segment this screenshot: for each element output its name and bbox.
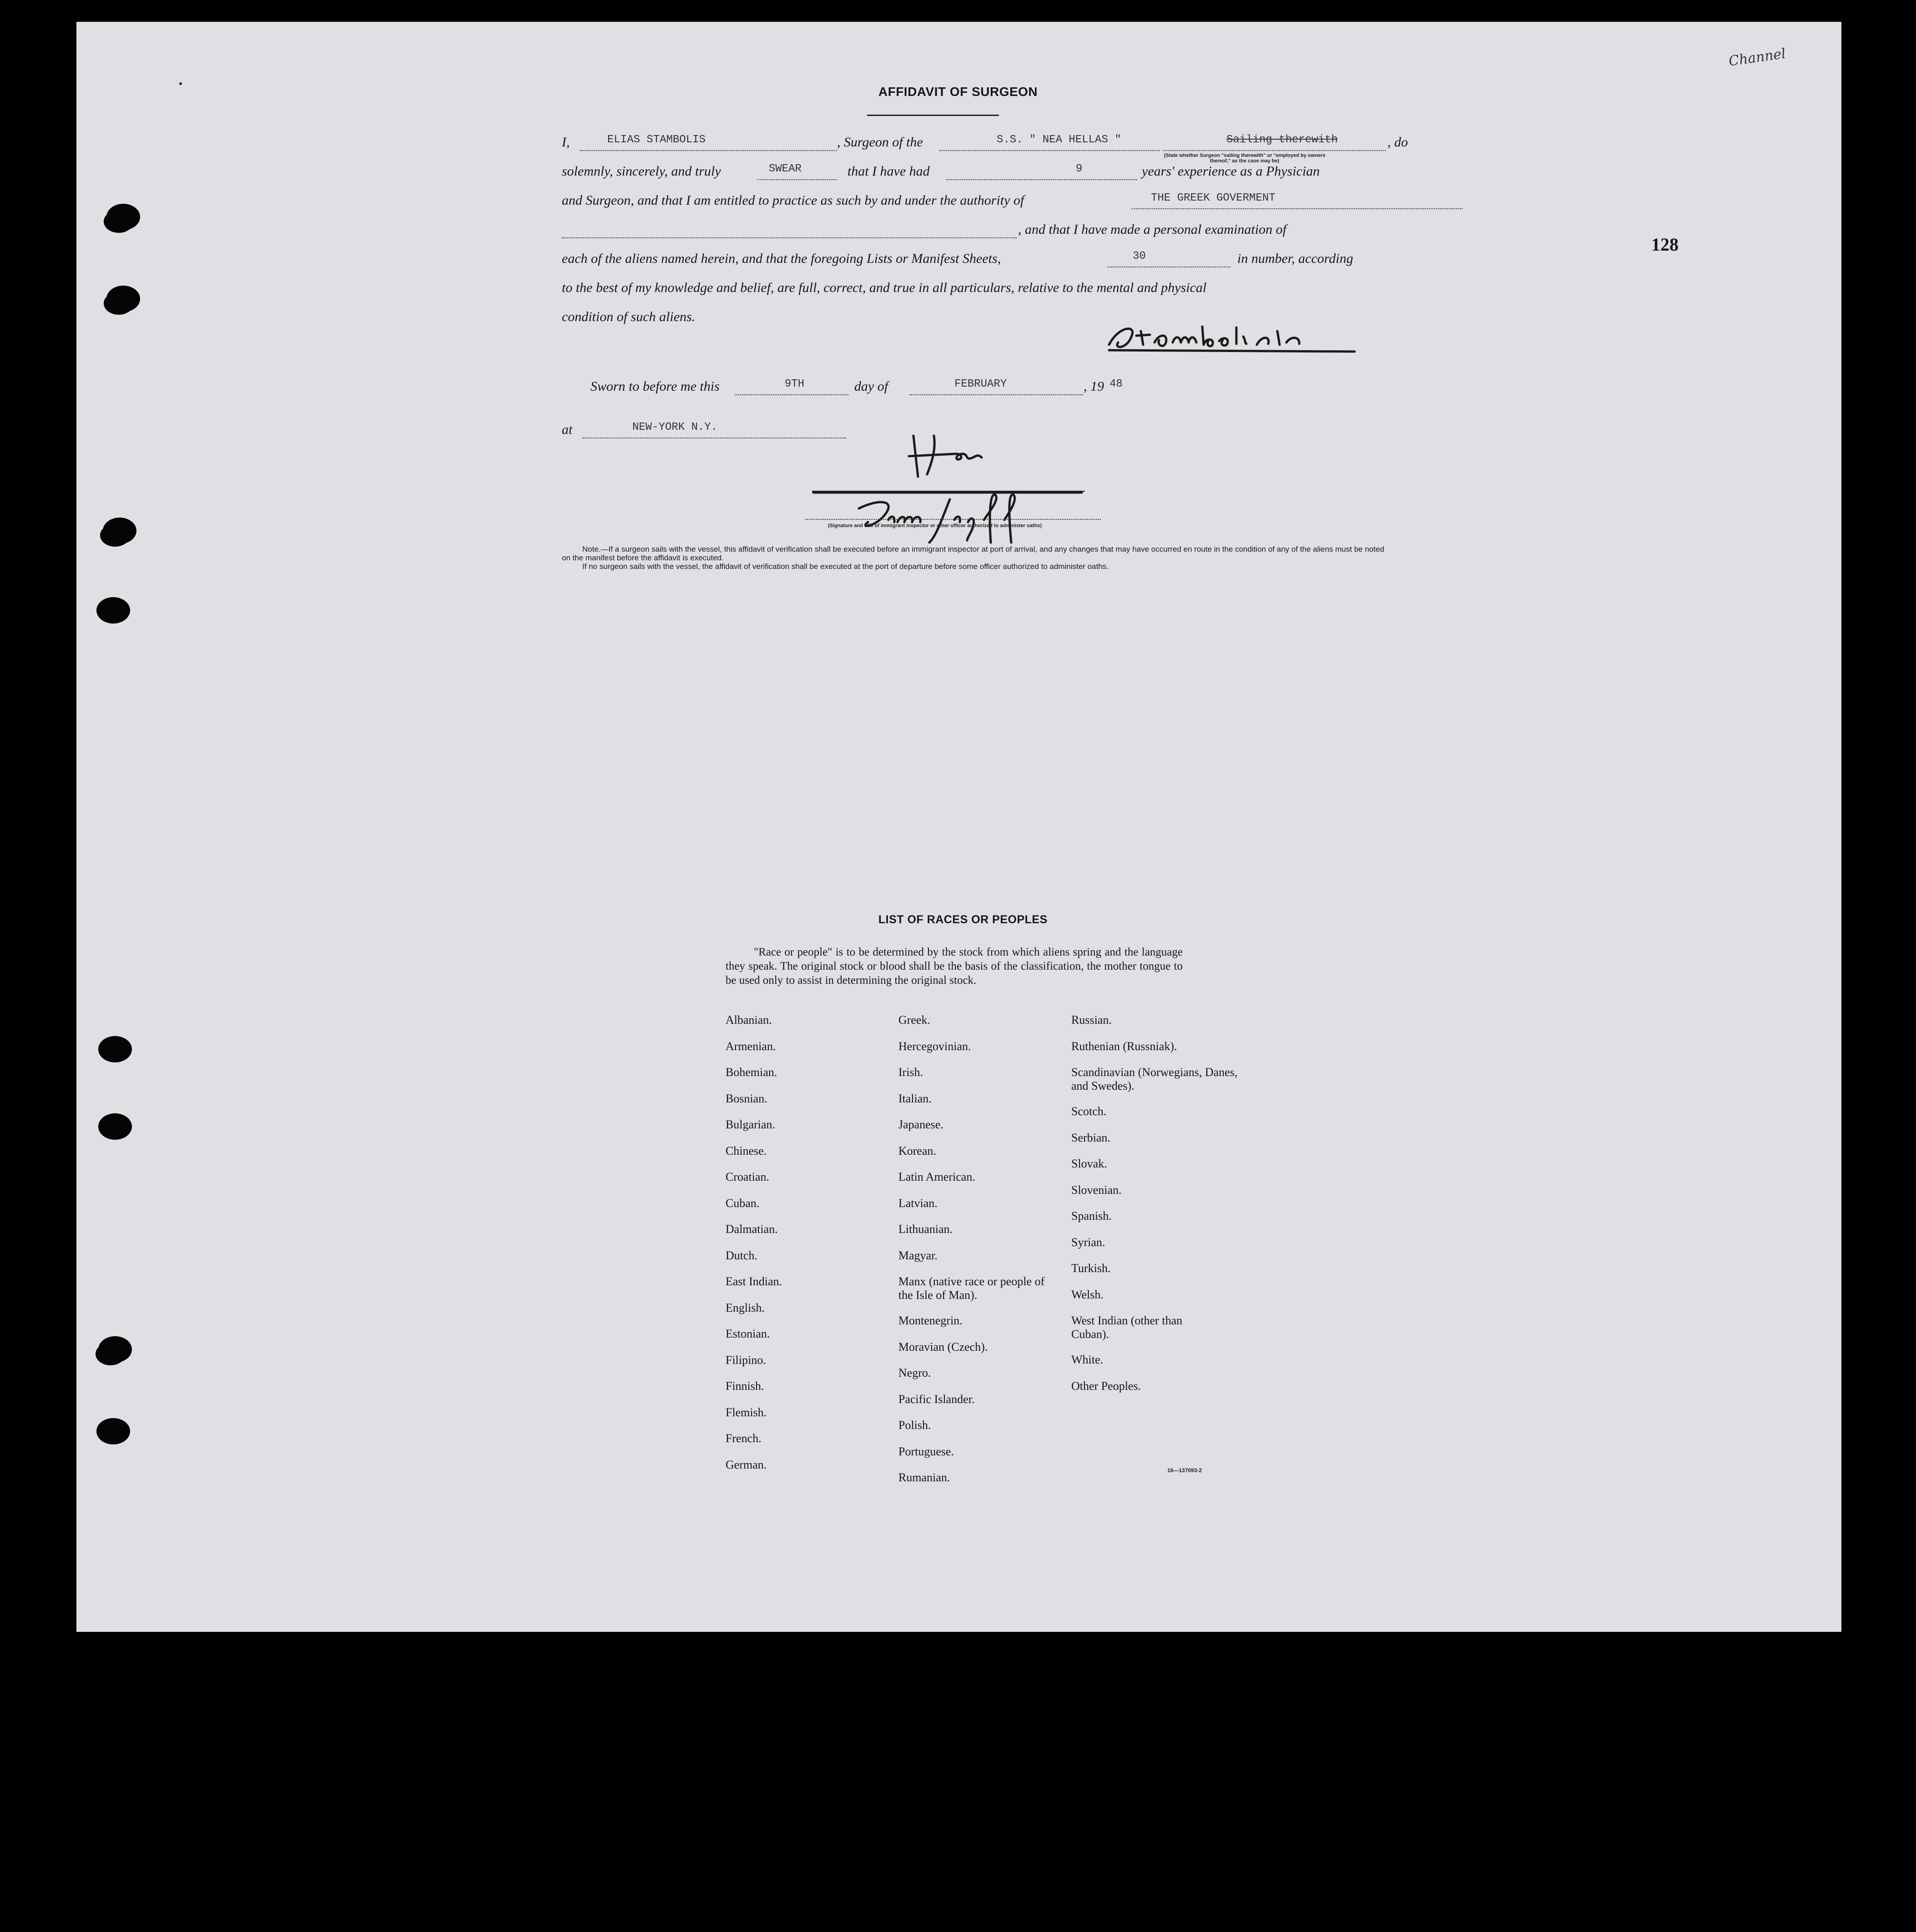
race-item: Japanese. [898,1118,943,1131]
authority-field: THE GREEK GOVERMENT [1151,192,1276,204]
affidavit-text: years' experience as a Physician [1142,164,1320,179]
surgeon-signature [1100,317,1355,358]
race-item: Lithuanian. [898,1223,953,1236]
race-item: Bohemian. [726,1066,777,1079]
signature-line [805,519,1101,520]
race-item: Other Peoples. [1071,1379,1141,1393]
race-item: Chinese. [726,1144,767,1157]
race-item: Filipino. [726,1353,766,1367]
race-item: Welsh. [1071,1288,1104,1301]
race-item: Magyar. [898,1248,938,1262]
races-title: LIST OF RACES OR PEOPLES [878,913,1048,926]
affidavit-text: I, [562,135,570,150]
affidavit-text: to the best of my knowledge and belief, are full, correct, and true in all particulars, relative to the mental and physical [562,280,1207,295]
fill-line [1132,208,1462,209]
fill-line [910,394,1083,395]
title-underline [867,115,999,116]
race-item: East Indian. [726,1275,782,1288]
signature-line [812,491,1085,492]
fill-line [580,150,837,151]
race-item: Portuguese. [898,1444,954,1458]
race-item: Bulgarian. [726,1118,776,1131]
sworn-day-field: 9TH [785,378,805,390]
race-item: Latin American. [898,1170,975,1183]
race-item: Syrian. [1071,1235,1105,1249]
race-item: Moravian (Czech). [898,1340,988,1353]
race-item: Manx (native race or people of the Isle of Man). [898,1275,1045,1302]
note-label: Note. [582,545,601,553]
affidavit-text: that I have had [847,164,930,179]
sheet-count-field: 30 [1133,250,1146,262]
race-item: German. [726,1458,767,1471]
sworn-month-field: FEBRUARY [954,378,1007,390]
years-experience-field: 9 [1076,163,1083,175]
sworn-text: , 19 [1084,379,1104,394]
race-item: Polish. [898,1419,931,1432]
oath-field: SWEAR [769,163,802,175]
races-column-3 [1071,1013,1244,1405]
race-item: Rumanian. [898,1471,950,1484]
race-item: Pacific Islander. [898,1392,975,1406]
sailing-status-caption: (State whether Surgeon "sailing therewith" or "employed by owners thereof," as the case may be) [1164,153,1326,164]
race-item: Croatian. [726,1170,770,1183]
race-item: Negro. [898,1366,931,1379]
race-item: Russian. [1071,1013,1112,1026]
race-item: Montenegrin. [898,1314,963,1327]
races-column-1 [726,1013,898,1484]
punch-hole [96,1418,130,1444]
race-item: Turkish. [1071,1262,1111,1275]
affidavit-text: , do [1387,135,1408,150]
affidavit-text: condition of such aliens. [562,309,696,324]
affidavit-text: in number, according [1237,251,1353,266]
race-item: Ruthenian (Russniak). [1071,1039,1177,1053]
sworn-text: Sworn to before me this [590,379,720,394]
fill-line [757,179,837,180]
vessel-name-field: S.S. " NEA HELLAS " [997,134,1121,146]
ink-speck [179,82,182,85]
sworn-year-field: 48 [1109,378,1123,390]
affidavit-text: , and that I have made a personal examination of [1018,222,1286,237]
punch-hole [106,204,140,230]
affidavit-title: AFFIDAVIT OF SURGEON [878,85,1038,99]
race-item: Latvian. [898,1196,938,1210]
affidavit-text: each of the aliens named herein, and that the foregoing Lists or Manifest Sheets, [562,251,1001,266]
sworn-text: day of [854,379,888,394]
race-item: Hercegovinian. [898,1039,971,1053]
race-item: Italian. [898,1092,932,1105]
handwritten-note: Channel [1728,45,1787,70]
race-item: Scandinavian (Norwegians, Danes, and Swedes). [1071,1066,1238,1092]
page-number: 128 [1651,234,1679,255]
race-item: Estonian. [726,1327,770,1340]
race-item: Greek. [898,1013,931,1026]
sailing-status-field: Sailing therewith [1226,134,1338,146]
race-item: Cuban. [726,1196,760,1210]
race-item: Serbian. [1071,1131,1110,1144]
races-intro [726,945,1183,987]
race-item: Bosnian. [726,1092,767,1105]
race-item: Armenian. [726,1039,776,1053]
race-item: Dutch. [726,1248,758,1262]
punch-hole [98,1113,132,1140]
race-item: Irish. [898,1066,923,1079]
note-text-1: —If a surgeon sails with the vessel, this affidavit of verification shall be executed before an immigrant inspector at port of arrival, and any changes that may have occurred en route in the condition of any of the aliens must be noted on the manifest before the affidavit is executed. [562,545,1385,562]
affidavit-text: , Surgeon of the [837,135,923,150]
race-item: Slovenian. [1071,1183,1122,1197]
punch-hole [106,286,140,312]
races-column-2 [898,1013,1071,1497]
signature-caption: (Signature and title of immigrant inspector or other officer authorized to administer oaths) [828,523,1042,528]
manifest-page [76,22,1841,1632]
fill-line [1163,150,1386,151]
sworn-text: at [562,422,573,437]
form-number: 16—137093-2 [1167,1467,1202,1474]
punch-hole [103,518,136,544]
punch-hole [98,1336,132,1363]
fill-line [562,237,1017,238]
race-item: French. [726,1432,761,1445]
race-item: West Indian (other than Cuban). [1071,1314,1183,1341]
affidavit-text: solemnly, sincerely, and truly [562,164,721,179]
race-item: Korean. [898,1144,937,1157]
race-item: Albanian. [726,1013,772,1026]
race-item: English. [726,1301,765,1314]
race-item: Slovak. [1071,1157,1107,1170]
race-item: Finnish. [726,1379,764,1393]
race-item: Flemish. [726,1405,767,1419]
race-item: White. [1071,1353,1104,1366]
inspector-signature [804,431,1123,549]
sworn-place-field: NEW-YORK N.Y. [632,421,718,433]
race-item: Spanish. [1071,1209,1112,1223]
punch-hole [96,597,130,624]
race-item: Dalmatian. [726,1223,778,1236]
fill-line [946,179,1137,180]
fill-line [735,394,848,395]
affidavit-note [562,545,1394,571]
race-item: Scotch. [1071,1105,1107,1118]
fill-line [939,150,1160,151]
races-intro-text: "Race or people" is to be determined by the stock from which aliens spring and the language they speak. The original stock or blood shall be the basis of the classification, the mother tongue to be used only to assist in determining the original stock. [726,946,1183,986]
punch-hole [98,1036,132,1062]
affidavit-text: and Surgeon, and that I am entitled to practice as such by and under the authority of [562,193,1024,208]
surgeon-name-field: ELIAS STAMBOLIS [607,134,706,146]
note-text-2: If no surgeon sails with the vessel, the affidavit of verification shall be executed at the port of departure before some officer authorized to administer oaths. [582,562,1109,571]
